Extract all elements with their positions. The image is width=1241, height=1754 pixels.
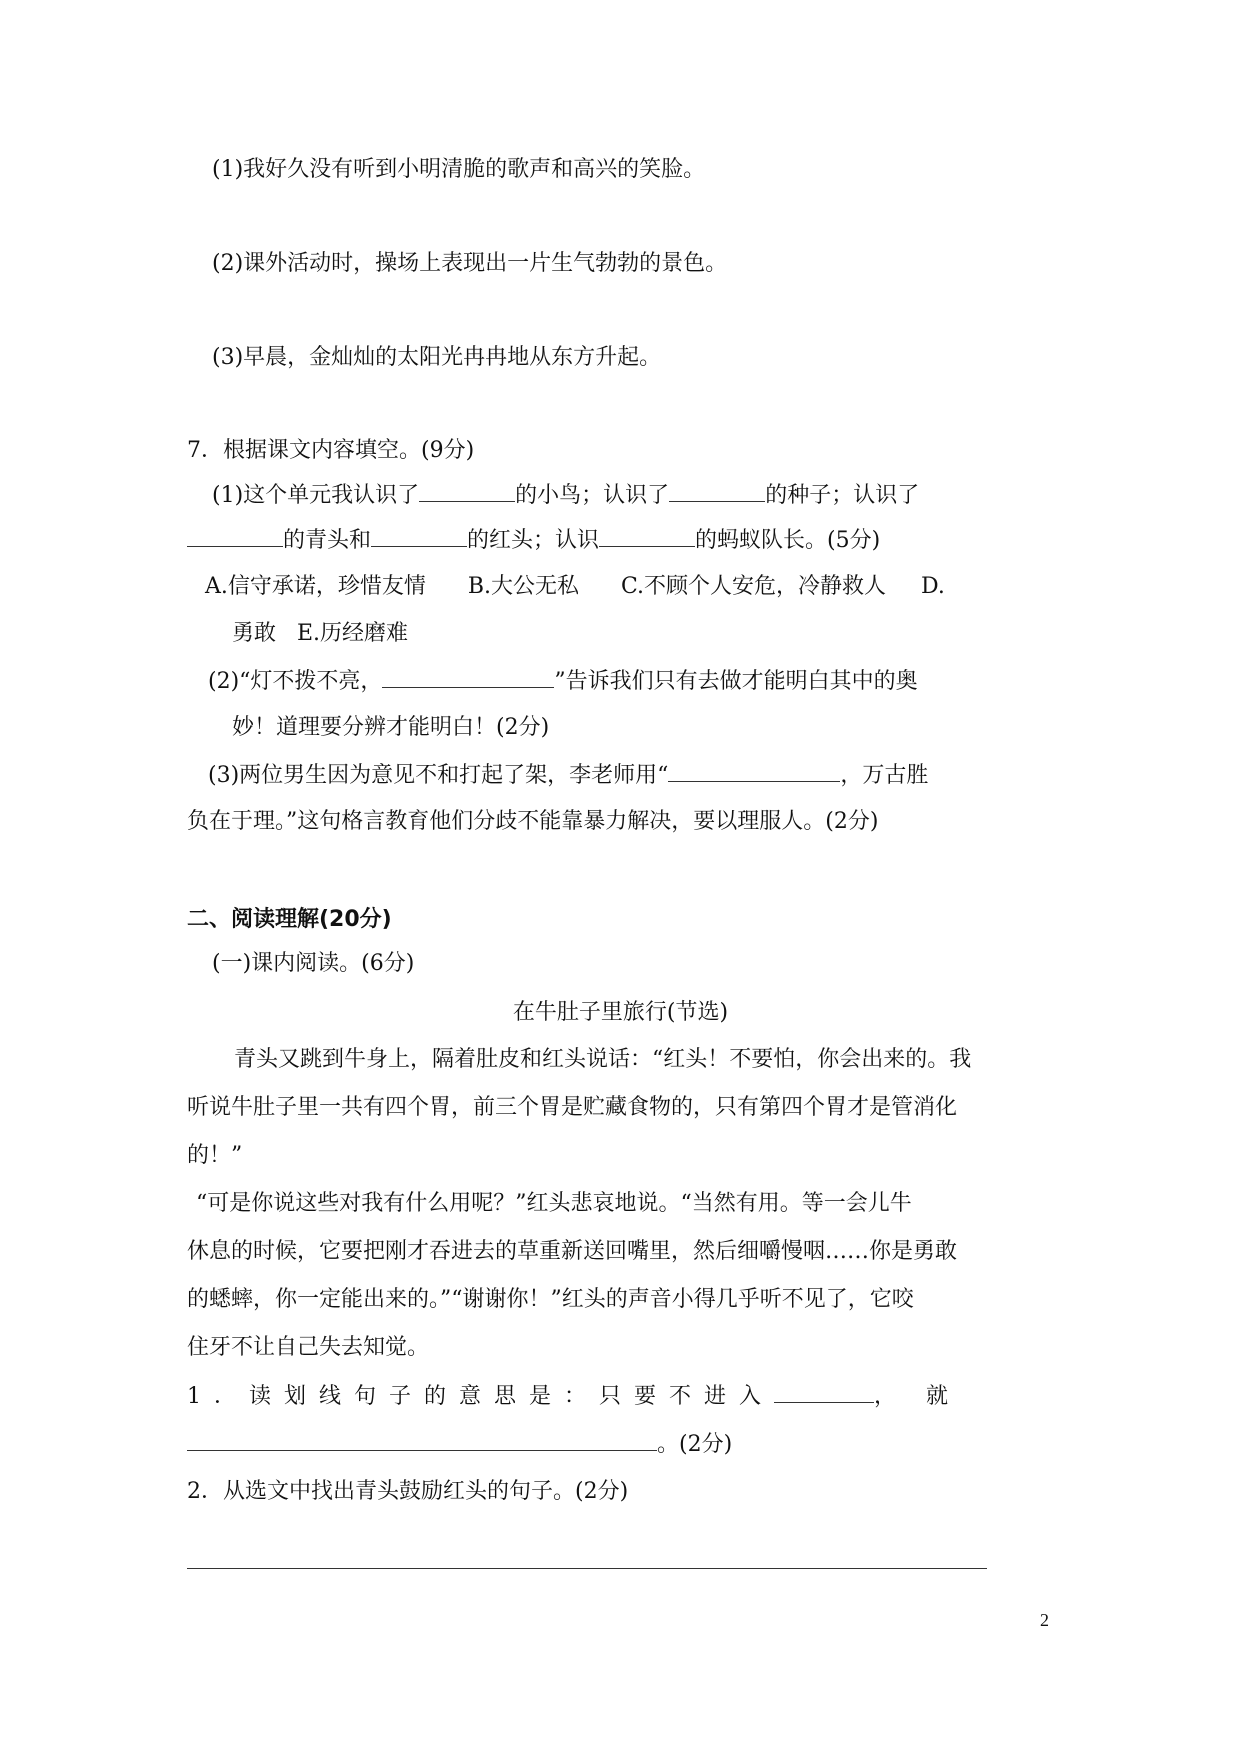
answer-blank[interactable] bbox=[419, 481, 515, 502]
text: 的小鸟；认识了 bbox=[515, 483, 670, 508]
text: 的青头和 bbox=[283, 528, 372, 553]
answer-blank[interactable] bbox=[187, 1430, 657, 1451]
passage-line: 青头又跳到牛身上，隔着肚皮和红头说话：“红头！不要怕，你会出来的。我 bbox=[212, 1047, 972, 1072]
passage-line: 的蟋蟀，你一定能出来的。”“谢谢你！”红头的声音小得几乎听不见了，它咬 bbox=[187, 1287, 914, 1312]
passage-line: “可是你说这些对我有什么用呢？”红头悲哀地说。“当然有用。等一会儿牛 bbox=[196, 1191, 912, 1216]
text: ”告诉我们只有去做才能明白其中的奥 bbox=[554, 669, 918, 694]
question-2: 2．从选文中找出青头鼓励红头的句子。(2分) bbox=[187, 1479, 629, 1504]
q7-part2-line1 bbox=[208, 667, 918, 696]
q7-options-line1: A.信守承诺，珍惜友情 B.大公无私 C.不顾个人安危，冷静救人 D. bbox=[205, 574, 945, 599]
section-heading: 二、阅读理解(20分) bbox=[187, 907, 392, 932]
text: 的种子；认识了 bbox=[765, 483, 920, 508]
passage-line: 听说牛肚子里一共有四个胃，前三个胃是贮藏食物的，只有第四个胃才是管消化 bbox=[187, 1095, 958, 1120]
question-1-line1 bbox=[187, 1382, 978, 1411]
text: ，万古胜 bbox=[840, 763, 929, 788]
text: ，就 bbox=[874, 1384, 979, 1409]
answer-blank[interactable] bbox=[669, 481, 765, 502]
page-number: 2 bbox=[1040, 1610, 1049, 1630]
q7-part1-line1 bbox=[212, 481, 919, 510]
q7-part3-line1 bbox=[208, 761, 928, 790]
q6-item-3: (3)早晨，金灿灿的太阳光冉冉地从东方升起。 bbox=[212, 345, 662, 370]
q7-options-line2: 勇敢 E.历经磨难 bbox=[232, 621, 409, 646]
text: 1．读划线句子的意思是：只要不进入 bbox=[187, 1384, 774, 1409]
text: (2)“灯不拨不亮， bbox=[208, 669, 383, 694]
subsection-heading: (一)课内阅读。(6分) bbox=[212, 951, 415, 976]
answer-blank[interactable] bbox=[774, 1382, 874, 1403]
answer-blank[interactable] bbox=[668, 761, 840, 782]
text: (3)两位男生因为意见不和打起了架，李老师用“ bbox=[208, 763, 669, 788]
question-1-line2 bbox=[187, 1430, 732, 1459]
passage-title: 在牛肚子里旅行(节选) bbox=[512, 1000, 729, 1025]
text: 的蚂蚁队长。(5分) bbox=[695, 528, 881, 553]
answer-line[interactable] bbox=[187, 1568, 987, 1569]
answer-blank[interactable] bbox=[382, 667, 554, 688]
text: 。(2分) bbox=[657, 1432, 733, 1457]
text: (1)这个单元我认识了 bbox=[212, 483, 420, 508]
q7-part3-line2: 负在于理。”这句格言教育他们分歧不能靠暴力解决，要以理服人。(2分) bbox=[187, 809, 879, 834]
text: 的红头；认识 bbox=[467, 528, 600, 553]
q7-title: 7．根据课文内容填空。(9分) bbox=[187, 438, 475, 463]
q6-item-2: (2)课外活动时，操场上表现出一片生气勃勃的景色。 bbox=[212, 251, 728, 276]
passage-line: 的！” bbox=[187, 1143, 243, 1168]
answer-blank[interactable] bbox=[187, 526, 283, 547]
answer-blank[interactable] bbox=[371, 526, 467, 547]
q7-part1-line2 bbox=[187, 526, 880, 555]
q7-part2-line2: 妙！道理要分辨才能明白！(2分) bbox=[232, 715, 550, 740]
passage-line: 住牙不让自己失去知觉。 bbox=[187, 1335, 430, 1360]
passage-line: 休息的时候，它要把刚才吞进去的草重新送回嘴里，然后细嚼慢咽……你是勇敢 bbox=[187, 1239, 958, 1264]
q6-item-1: (1)我好久没有听到小明清脆的歌声和高兴的笑脸。 bbox=[212, 157, 706, 182]
answer-blank[interactable] bbox=[599, 526, 695, 547]
